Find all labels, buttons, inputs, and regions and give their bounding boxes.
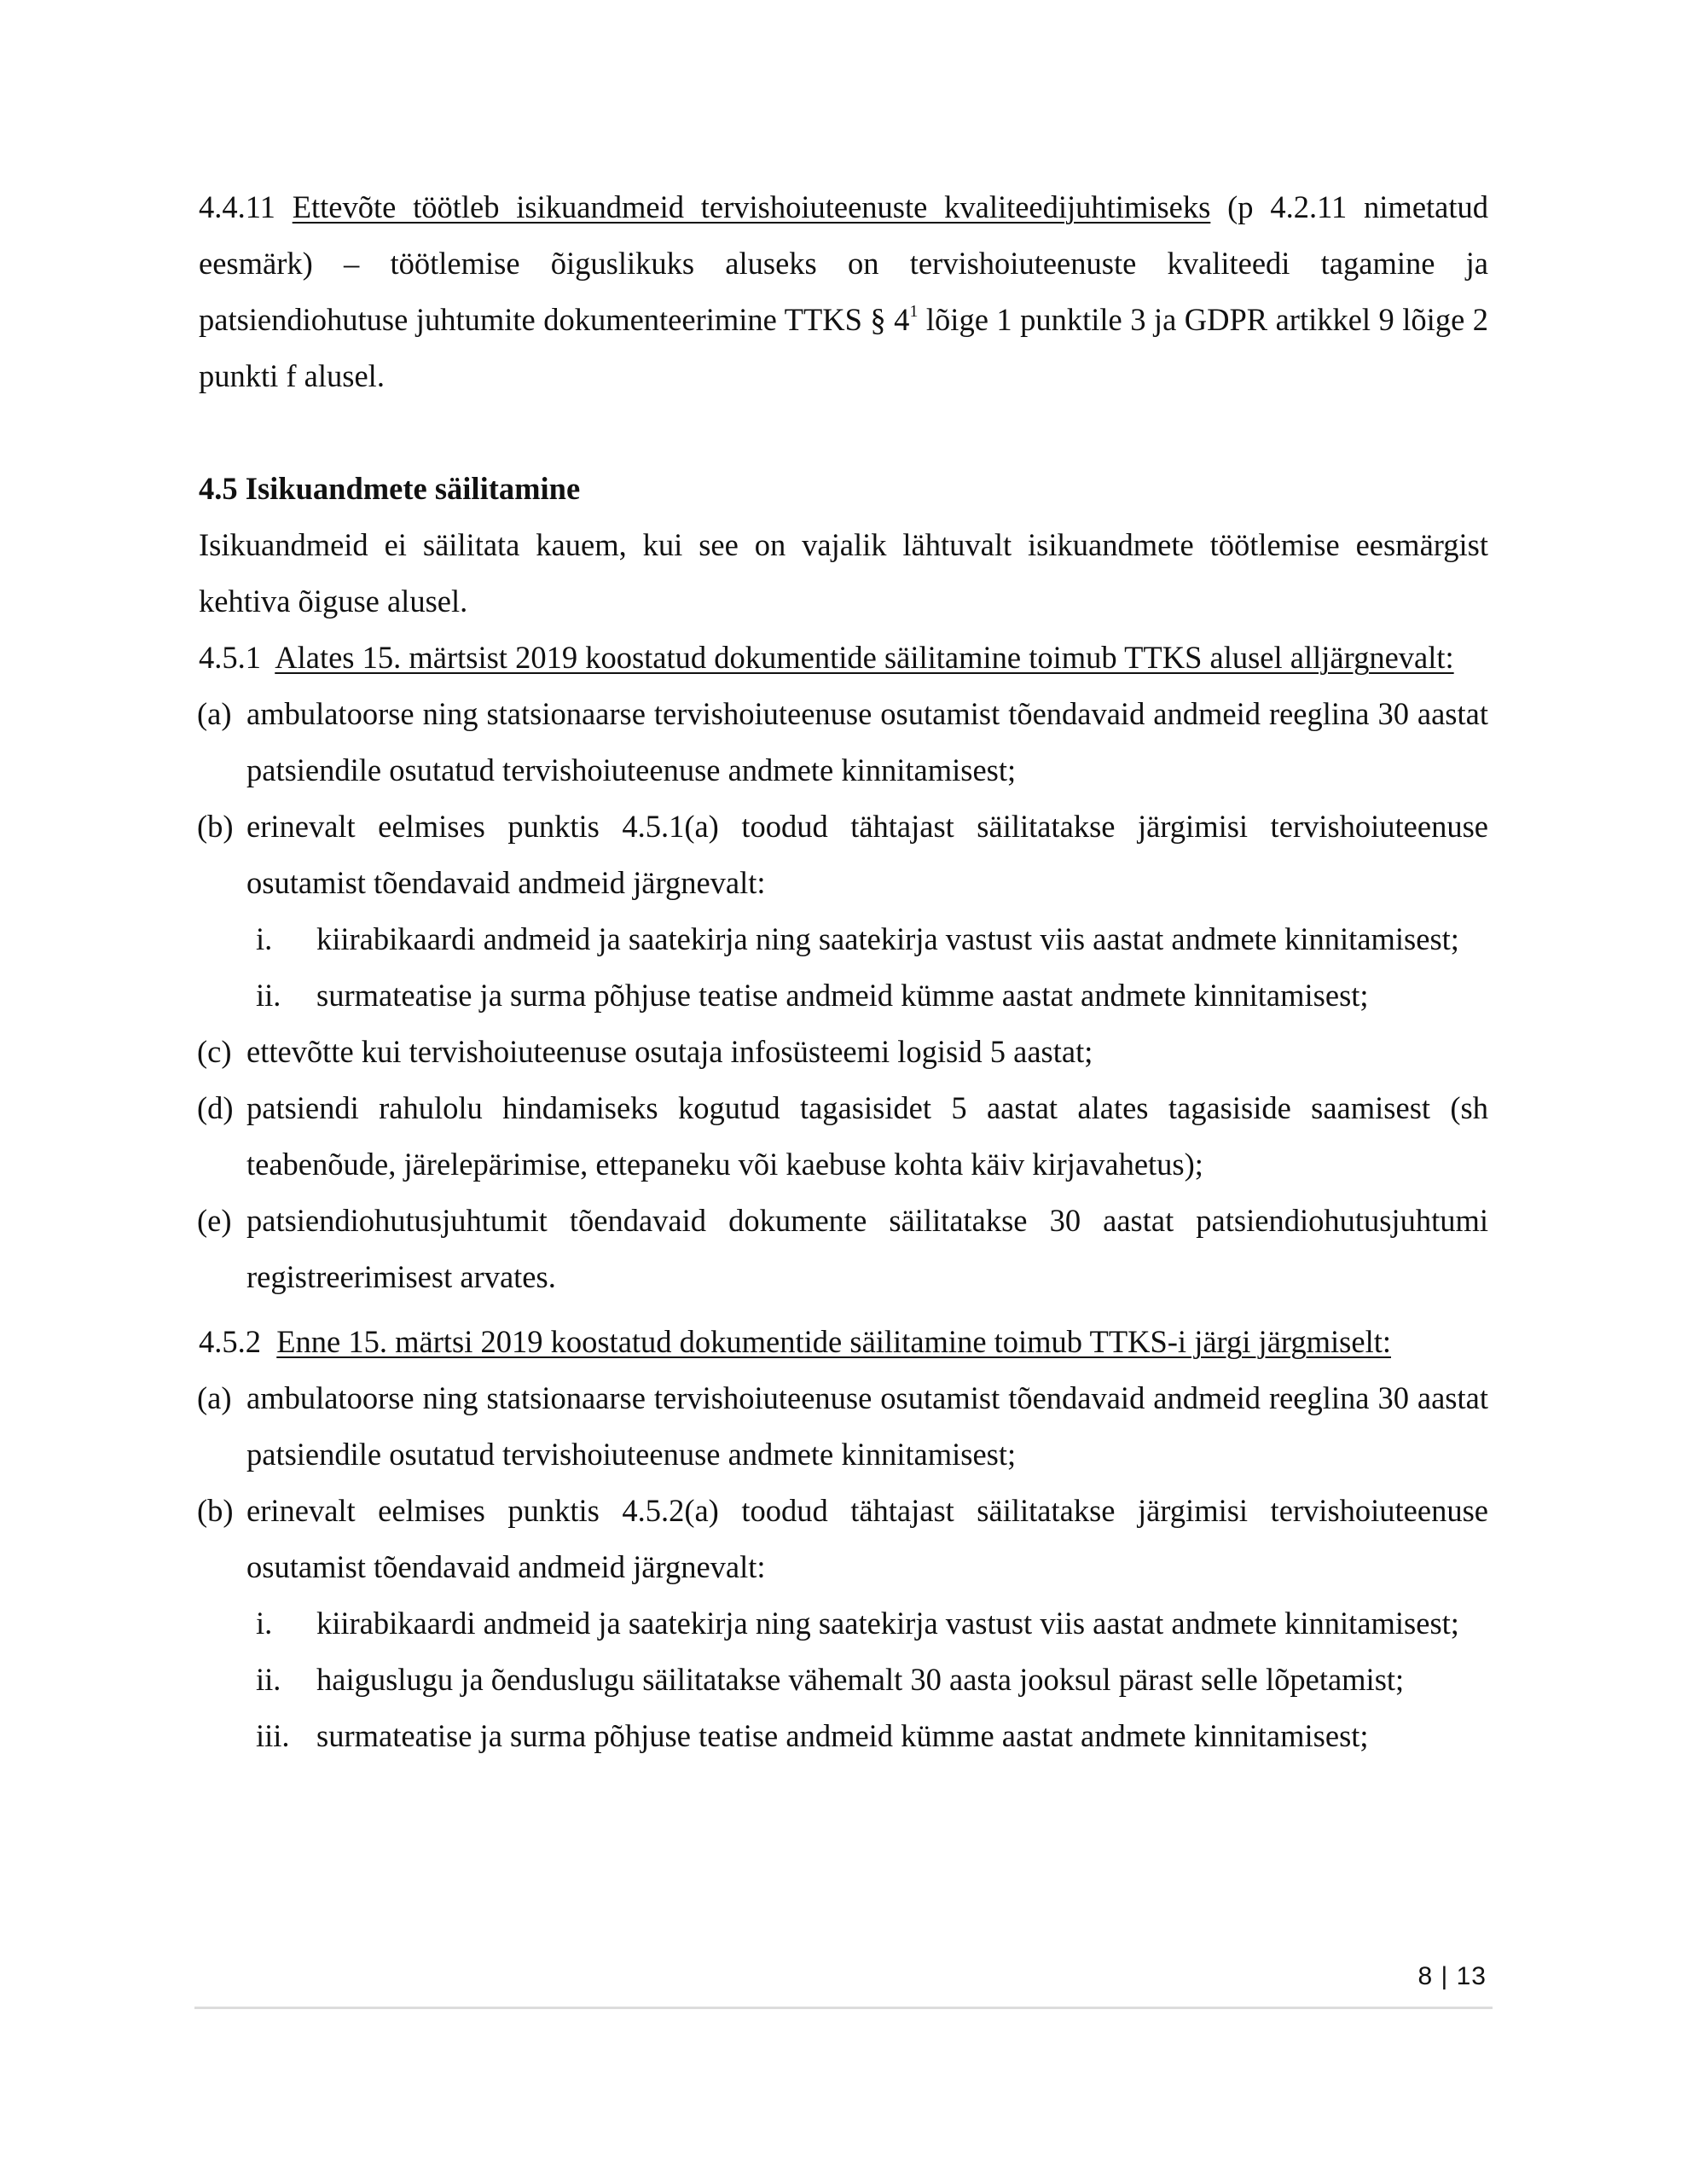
- list-item-a: [199, 686, 1488, 799]
- section-intro: Isikuandmeid ei säilitata kauem, kui see on vajalik lähtuvalt isikuandmete töötlemise eesmärgist kehtiva õiguse alusel.: [199, 527, 1488, 619]
- paragraph-4-4-11: [199, 179, 1488, 404]
- page-total: 13: [1456, 1962, 1487, 1990]
- list-item-e: [199, 1193, 1488, 1305]
- sub-list-item-text: surmateatise ja surma põhjuse teatise andmeid kümme aastat andmete kinnitamisest;: [316, 978, 1369, 1013]
- sub-list-marker: ii.: [256, 978, 281, 1013]
- list-item-text: erinevalt eelmises punktis 4.5.2(a) toodud tähtajast säilitatakse järgimisi tervishoiuteenuse osutamist tõendavaid andmeid järgnevalt:: [246, 1493, 1488, 1584]
- page-current: 8: [1417, 1962, 1434, 1990]
- list-item-b: [199, 1483, 1488, 1595]
- page-body: [199, 179, 1488, 1764]
- list-item-text: patsiendiohutusjuhtumit tõendavaid dokumente säilitatakse 30 aastat patsiendiohutusjuhtumi registreerimisest arvates.: [246, 1203, 1488, 1294]
- sub-list-item-text: surmateatise ja surma põhjuse teatise andmeid kümme aastat andmete kinnitamisest;: [316, 1718, 1369, 1753]
- sub-list-marker: i.: [256, 1606, 273, 1641]
- sub-list-item-text: kiirabikaardi andmeid ja saatekirja ning saatekirja vastust viis aastat andmete kinnitamisest;: [316, 921, 1459, 956]
- list-item-d: [199, 1080, 1488, 1193]
- page-number: [1417, 1962, 1487, 1991]
- list-item-text: patsiendi rahulolu hindamiseks kogutud tagasisidet 5 aastat alates tagasiside saamisest (sh teabenõude, järelepärimise, ettepaneku või kaebuse kohta käiv kirjavahetus);: [246, 1090, 1488, 1182]
- sub-list-marker: ii.: [256, 1662, 281, 1697]
- list-marker: (b): [197, 1493, 234, 1528]
- list-marker: (e): [197, 1203, 232, 1238]
- list-marker: (c): [197, 1034, 232, 1069]
- list-marker: (b): [197, 809, 234, 844]
- list-item-text: erinevalt eelmises punktis 4.5.1(a) toodud tähtajast säilitatakse järgimisi tervishoiuteenuse osutamist tõendavaid andmeid järgnevalt:: [246, 809, 1488, 900]
- paragraph-text-continued: lõige 1 punktile 3 ja GDPR artikkel 9 lõige 2 punkti f alusel.: [199, 302, 1488, 393]
- sub-list-marker: iii.: [256, 1718, 290, 1753]
- spacer: [199, 404, 1488, 461]
- underlined-clause: Ettevõte töötleb isikuandmeid tervishoiuteenuste kvaliteedijuhtimiseks: [292, 189, 1211, 224]
- spacer: [199, 1305, 1488, 1314]
- paragraph-number: 4.5.1: [199, 640, 261, 675]
- sub-list-item-iii: [199, 1708, 1488, 1764]
- list-marker: (d): [197, 1090, 234, 1125]
- list-item-text: ettevõtte kui tervishoiuteenuse osutaja infosüsteemi logisid 5 aastat;: [246, 1034, 1093, 1069]
- list-item-c: [199, 1024, 1488, 1080]
- paragraph-number: 4.4.11: [199, 189, 275, 224]
- underlined-clause: Alates 15. märtsist 2019 koostatud dokumentide säilitamine toimub TTKS alusel alljärgnevalt:: [275, 640, 1454, 675]
- paragraph-text: (p 4.2.11 nimetatud eesmärk) – töötlemise õiguslikuks aluseks on tervishoiuteenuste kvaliteedi tagamine ja patsiendiohutuse juhtumite dokumenteerimine TTKS § 4: [199, 189, 1488, 337]
- sub-list-item-i: [199, 911, 1488, 967]
- page-separator: |: [1441, 1962, 1449, 1990]
- list-marker: (a): [197, 696, 232, 731]
- section-heading: 4.5 Isikuandmete säilitamine: [199, 471, 581, 506]
- list-item-text: ambulatoorse ning statsionaarse tervishoiuteenuse osutamist tõendavaid andmeid reeglina 30 aastat patsiendile osutatud tervishoiuteenuse andmete kinnitamisest;: [246, 1380, 1488, 1472]
- sub-list-item-i: [199, 1595, 1488, 1652]
- superscript: 1: [909, 301, 919, 321]
- list-item-text: ambulatoorse ning statsionaarse tervishoiuteenuse osutamist tõendavaid andmeid reeglina 30 aastat patsiendile osutatud tervishoiuteenuse andmete kinnitamisest;: [246, 696, 1488, 787]
- list-item-b: [199, 799, 1488, 911]
- paragraph-4-5-2: [199, 1314, 1488, 1370]
- sub-list-item-ii: [199, 967, 1488, 1024]
- sub-list-item-ii: [199, 1652, 1488, 1708]
- underlined-clause: Enne 15. märtsi 2019 koostatud dokumentide säilitamine toimub TTKS-i järgi järgmiselt:: [276, 1324, 1391, 1359]
- list-marker: (a): [197, 1380, 232, 1415]
- sub-list-item-text: haiguslugu ja õenduslugu säilitatakse vähemalt 30 aasta jooksul pärast selle lõpetamist;: [316, 1662, 1405, 1697]
- footer-divider: [194, 2007, 1493, 2009]
- paragraph-4-5-1: [199, 630, 1488, 686]
- sub-list-item-text: kiirabikaardi andmeid ja saatekirja ning saatekirja vastust viis aastat andmete kinnitamisest;: [316, 1606, 1459, 1641]
- sub-list-marker: i.: [256, 921, 273, 956]
- paragraph-number: 4.5.2: [199, 1324, 261, 1359]
- list-item-a: [199, 1370, 1488, 1483]
